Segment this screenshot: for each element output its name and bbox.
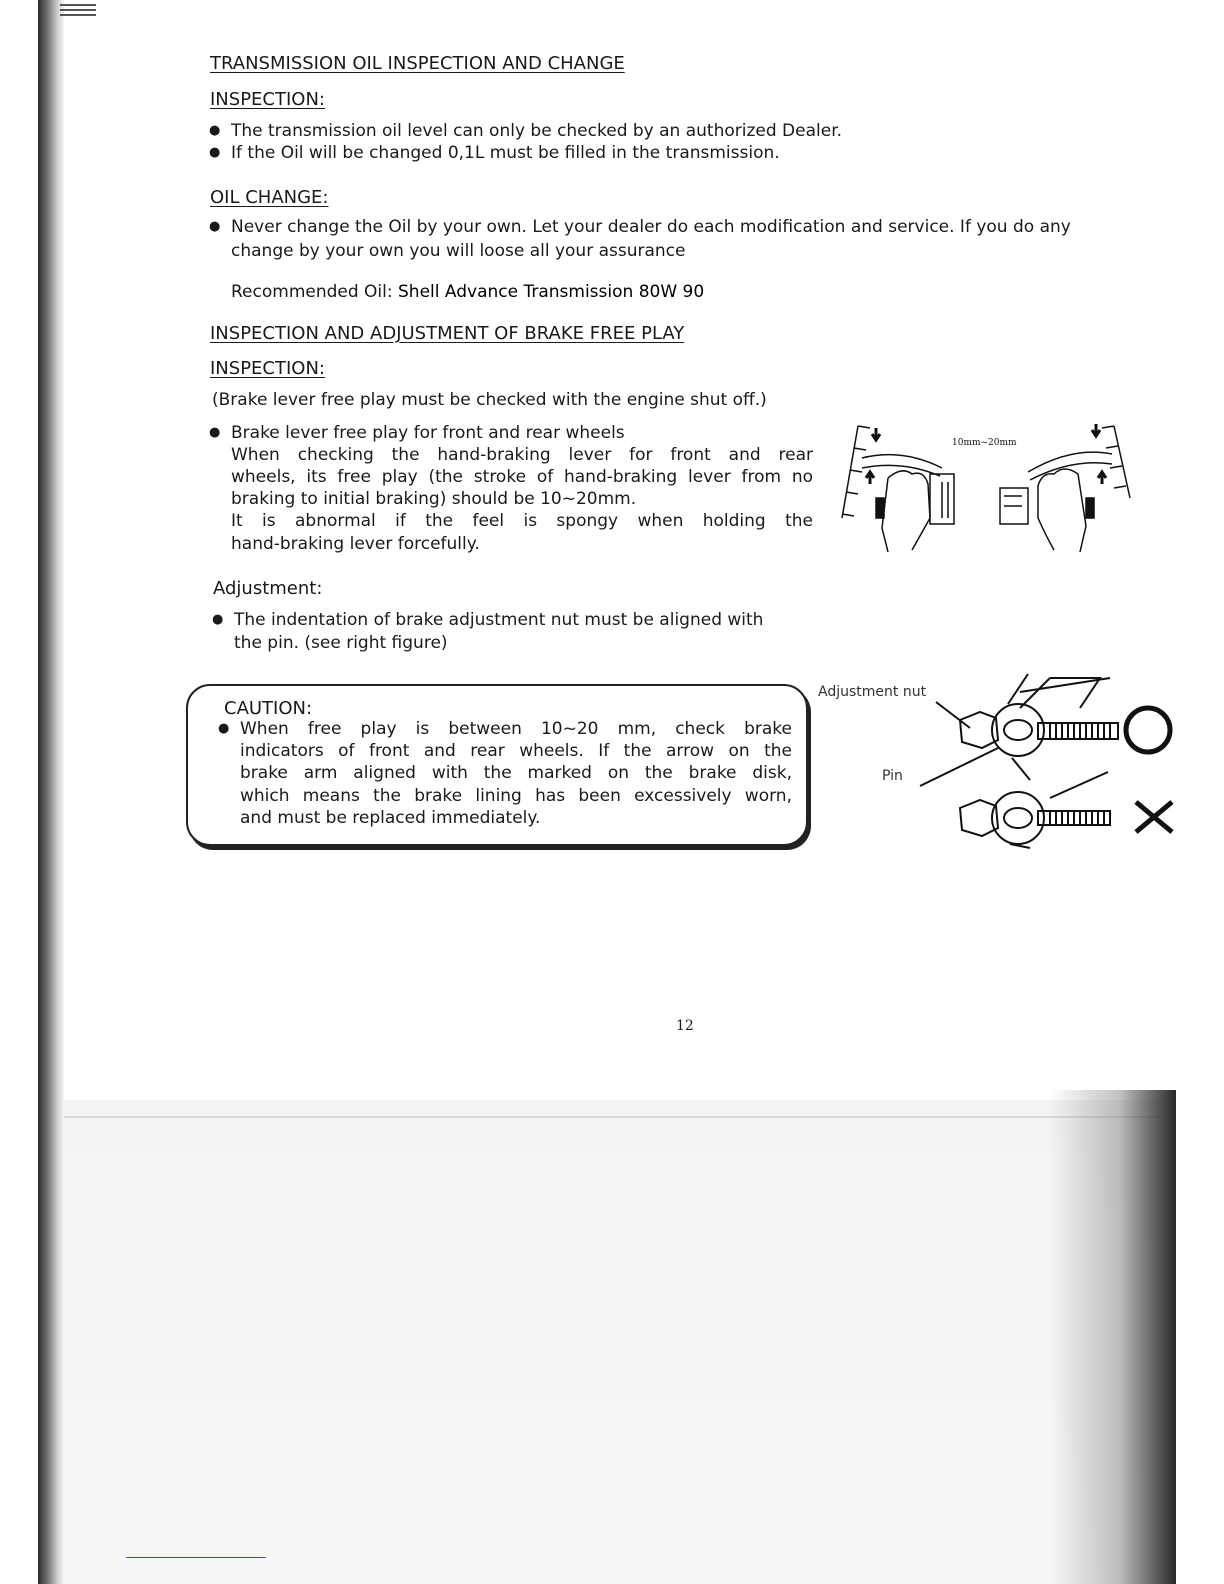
recommended-oil-value: Shell Advance Transmission 80W 90 bbox=[398, 282, 705, 302]
scan-margin-left bbox=[0, 0, 38, 1584]
caution-line5: and must be replaced immediately. bbox=[240, 808, 541, 828]
arrow-down-icon-right bbox=[1092, 424, 1100, 436]
bullet-adjustment-line1: ● The indentation of brake adjustment nut must be aligned with bbox=[234, 609, 763, 631]
free-play-range-label: 10mm~20mm bbox=[952, 438, 1017, 448]
caution-line2: indicators of front and rear wheels. If the arrow on the bbox=[240, 741, 792, 761]
pin-label: Pin bbox=[882, 768, 903, 784]
scan-underline-mark bbox=[126, 1557, 266, 1558]
bullet-dealer-check: ● The transmission oil level can only be checked by an authorized Dealer. bbox=[231, 120, 842, 142]
brake-inspection-heading: INSPECTION: bbox=[210, 358, 325, 379]
free-play-line5: hand-braking lever forcefully. bbox=[231, 534, 480, 554]
wrong-alignment-drawing bbox=[960, 772, 1110, 848]
right-hand-lever bbox=[1000, 452, 1112, 552]
caution-line1: ● When free play is between 10~20 mm, check brake bbox=[240, 718, 792, 740]
engine-off-note: (Brake lever free play must be checked with the engine shut off.) bbox=[212, 390, 767, 410]
left-scale bbox=[842, 426, 870, 518]
bullet-free-play-title: ● Brake lever free play for front and rear wheels bbox=[231, 422, 625, 444]
scan-corner-shadow bbox=[1050, 1090, 1176, 1584]
book-spine-shadow bbox=[38, 0, 64, 1584]
section-title-brake: INSPECTION AND ADJUSTMENT OF BRAKE FREE PLAY bbox=[210, 323, 685, 344]
wrong-cross-icon bbox=[1136, 802, 1172, 832]
correct-circle-icon bbox=[1126, 708, 1170, 752]
section-title-transmission: TRANSMISSION OIL INSPECTION AND CHANGE bbox=[210, 53, 625, 74]
left-hand-lever bbox=[862, 455, 954, 552]
adjustment-nut-figure bbox=[900, 668, 1190, 853]
next-page-area bbox=[64, 1100, 1176, 1584]
free-play-line3: braking to initial braking) should be 10~20mm. bbox=[231, 489, 637, 509]
free-play-line4: It is abnormal if the feel is spongy when holding the bbox=[231, 511, 813, 531]
page-edge-line bbox=[64, 1116, 1176, 1118]
adjustment-line2: the pin. (see right figure) bbox=[234, 633, 448, 653]
right-scale bbox=[1102, 426, 1130, 498]
oil-change-heading: OIL CHANGE: bbox=[210, 187, 329, 208]
brake-lever-figure bbox=[832, 418, 1132, 558]
arrow-up-icon bbox=[866, 472, 874, 484]
free-play-line2: wheels, its free play (the stroke of hand-braking lever from no bbox=[231, 467, 813, 487]
page-number: 12 bbox=[676, 1018, 694, 1034]
free-play-line1: When checking the hand-braking lever for front and rear bbox=[231, 445, 813, 465]
recommended-oil bbox=[231, 281, 704, 303]
arrow-up-icon-right bbox=[1098, 472, 1106, 484]
adjustment-nut-label: Adjustment nut bbox=[818, 684, 927, 700]
correct-alignment-drawing bbox=[920, 674, 1118, 786]
oil-change-line2: change by your own you will loose all your assurance bbox=[231, 241, 686, 261]
bullet-oil-change-line1: ● Never change the Oil by your own. Let your dealer do each modification and service. If you do any bbox=[231, 216, 1071, 238]
recommended-oil-label: Recommended Oil: bbox=[231, 282, 393, 302]
spine-marks bbox=[60, 4, 96, 24]
caution-line4: which means the brake lining has been excessively worn, bbox=[240, 786, 792, 806]
wrong-mark-text: X bbox=[1138, 828, 1139, 829]
bullet-oil-amount: ● If the Oil will be changed 0,1L must be filled in the transmission. bbox=[231, 142, 780, 164]
arrow-down-icon bbox=[872, 428, 880, 440]
caution-line3: brake arm aligned with the marked on the brake disk, bbox=[240, 763, 792, 783]
caution-title: CAUTION: bbox=[224, 698, 313, 719]
inspection-heading: INSPECTION: bbox=[210, 89, 325, 110]
adjustment-heading: Adjustment: bbox=[213, 578, 323, 599]
correct-mark-text: O bbox=[1138, 744, 1139, 745]
